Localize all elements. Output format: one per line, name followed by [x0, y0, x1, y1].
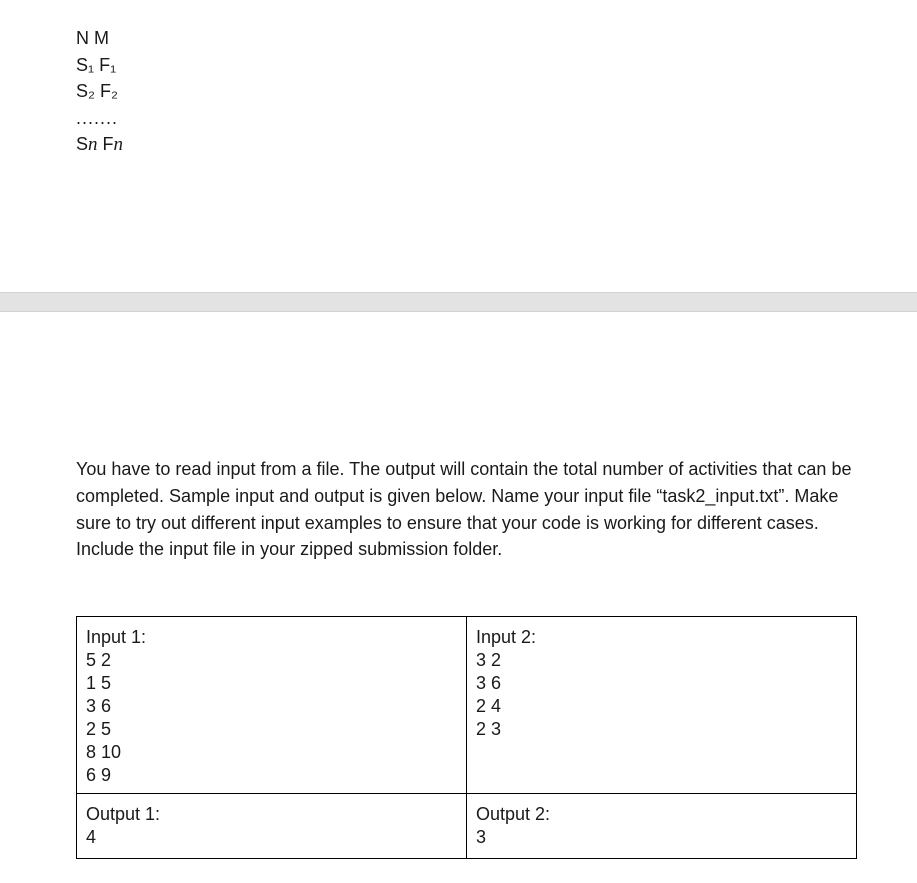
sample-io-table [76, 616, 857, 859]
input-1-line: 8 10 [86, 742, 122, 762]
format-line-header: N M [76, 28, 109, 48]
format-line-last-activity [76, 131, 123, 159]
last-start-subscript: n [88, 133, 98, 155]
input-1-line: 5 2 [86, 650, 112, 670]
input-2-label: Input 2: [476, 627, 537, 647]
format-line-ellipsis: ....... [76, 107, 119, 128]
sample-output-row [77, 794, 857, 859]
output-2-value: 3 [476, 827, 487, 847]
sample-input-2-cell [467, 617, 857, 794]
last-finish-subscript: n [113, 133, 124, 155]
input-format-block [76, 25, 123, 158]
input-1-line: 2 5 [86, 719, 112, 739]
task-description: You have to read input from a file. The output will contain the total number of activities that can be completed. Sample input and output is given below. Name your input file “task2_input.txt”. Make sure to try out different input examples to ensure that your code is working for different cases. Include the input file in your zipped submission folder. [76, 459, 852, 560]
format-line-first-activity: S₁ F₁ [76, 54, 117, 75]
page-break-separator [0, 292, 917, 312]
last-finish-symbol: F [102, 133, 114, 154]
input-1-line: 1 5 [86, 673, 112, 693]
sample-output-1-cell [77, 794, 467, 859]
output-1-value: 4 [86, 827, 97, 847]
input-1-line: 3 6 [86, 696, 112, 716]
format-line-second-activity: S₂ F₂ [76, 81, 118, 101]
output-2-label: Output 2: [476, 804, 551, 824]
input-2-line: 2 3 [476, 719, 502, 739]
input-1-line: 6 9 [86, 765, 112, 785]
sample-input-row [77, 617, 857, 794]
output-1-label: Output 1: [86, 804, 161, 824]
input-2-line: 3 6 [476, 673, 502, 693]
input-2-line: 2 4 [476, 696, 502, 716]
input-2-line: 3 2 [476, 650, 502, 670]
input-1-label: Input 1: [86, 627, 147, 647]
last-start-symbol: S [76, 133, 89, 154]
sample-input-1-cell [77, 617, 467, 794]
sample-output-2-cell [467, 794, 857, 859]
